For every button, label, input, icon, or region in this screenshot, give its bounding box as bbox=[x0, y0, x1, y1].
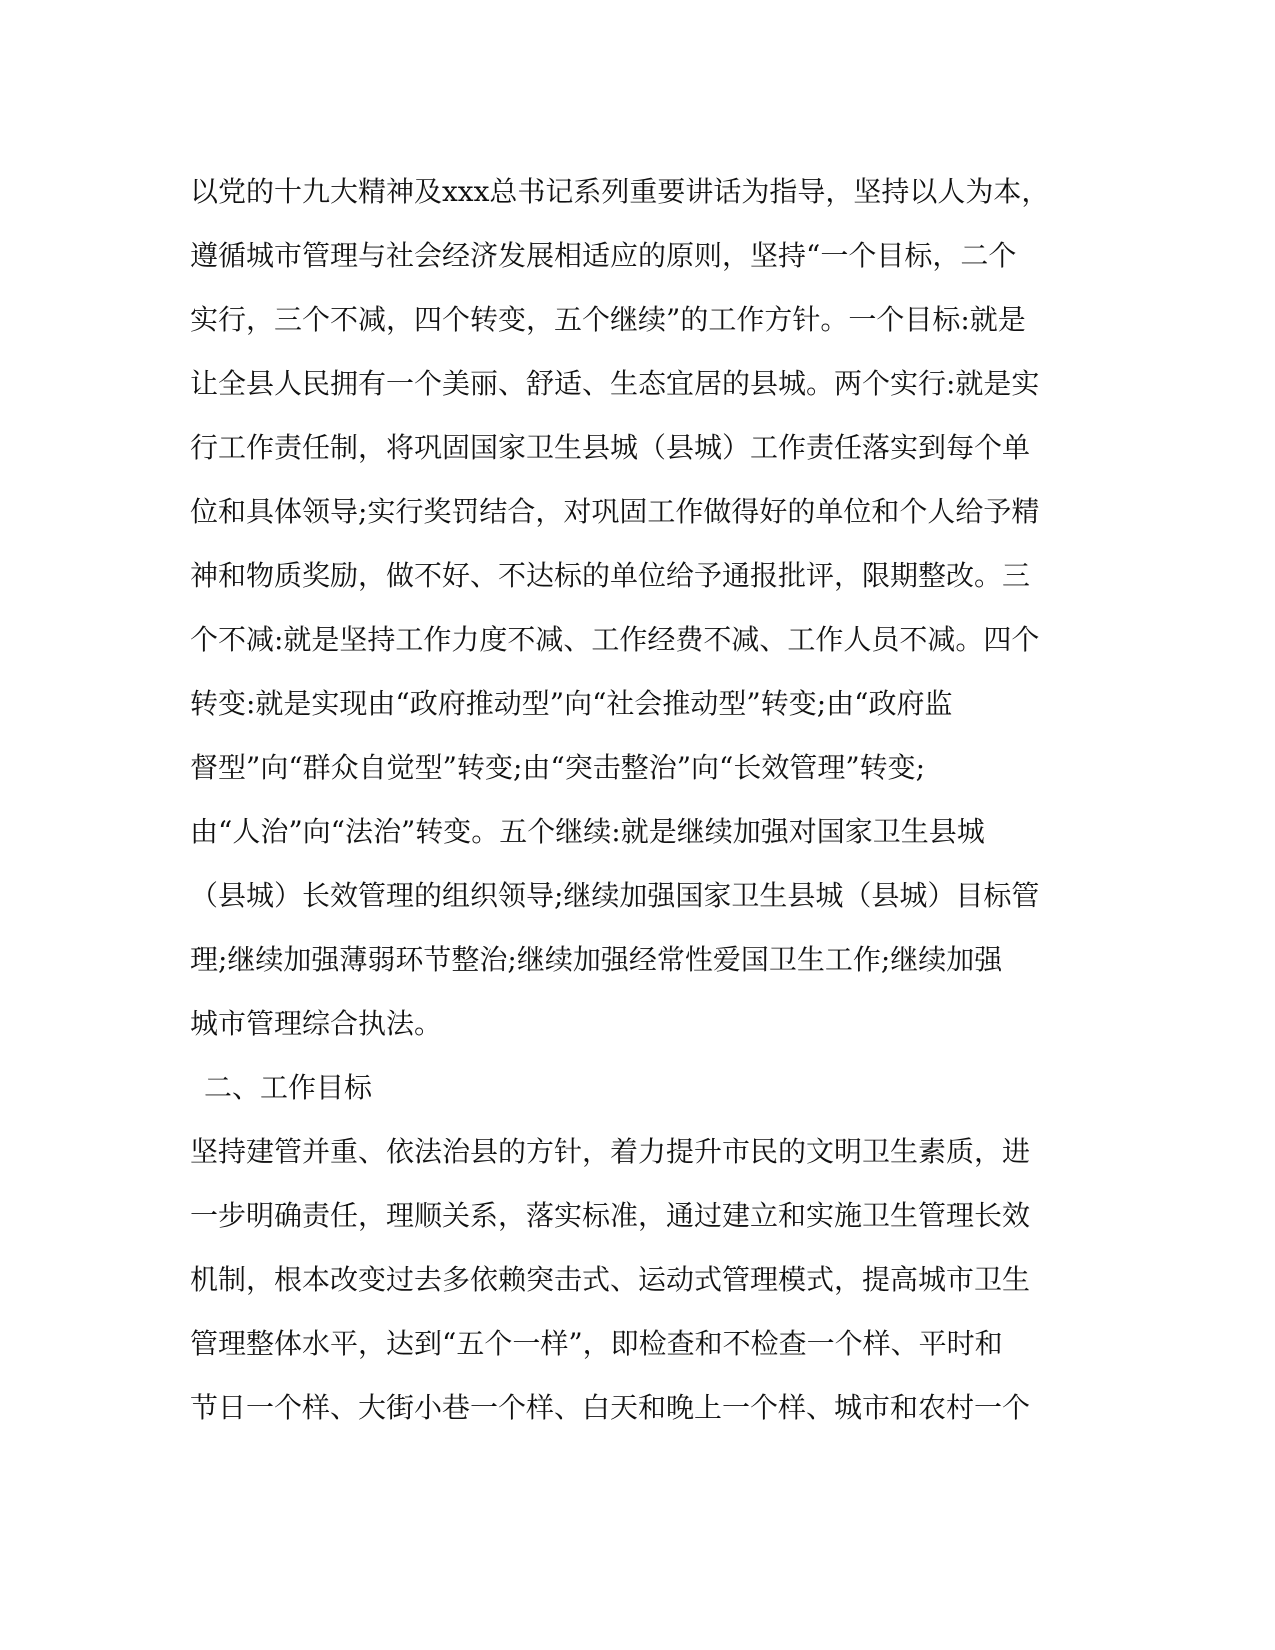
text-line: 管理整体水平，达到“五个一样”，即检查和不检查一个样、平时和 bbox=[190, 1327, 1003, 1360]
paragraph-work-goals bbox=[190, 1120, 1090, 1440]
text-line: （县城）长效管理的组织领导;继续加强国家卫生县城（县城）目标管 bbox=[190, 879, 1040, 912]
text-line: 机制，根本改变过去多依赖突击式、运动式管理模式，提高城市卫生 bbox=[190, 1263, 1031, 1296]
text-line: 转变:就是实现由“政府推动型”向“社会推动型”转变;由“政府监 bbox=[190, 687, 953, 720]
text-line: 行工作责任制，将巩固国家卫生县城（县城）工作责任落实到每个单 bbox=[190, 431, 1031, 464]
text-line: 遵循城市管理与社会经济发展相适应的原则，坚持“一个目标，二个 bbox=[190, 239, 1017, 272]
text-line: 让全县人民拥有一个美丽、舒适、生态宜居的县城。两个实行:就是实 bbox=[190, 367, 1040, 400]
text-line: 以党的十九大精神及xxx总书记系列重要讲话为指导，坚持以人为本， bbox=[190, 175, 1050, 208]
text-line: 个不减:就是坚持工作力度不减、工作经费不减、工作人员不减。四个 bbox=[190, 623, 1040, 656]
text-line: 节日一个样、大街小巷一个样、白天和晚上一个样、城市和农村一个 bbox=[190, 1391, 1031, 1424]
text-line: 实行，三个不减，四个转变，五个继续”的工作方针。一个目标:就是 bbox=[190, 303, 1026, 336]
text-line: 由“人治”向“法治”转变。五个继续:就是继续加强对国家卫生县城 bbox=[190, 815, 985, 848]
paragraph-guiding-principles bbox=[190, 160, 1090, 1056]
text-line: 城市管理综合执法。 bbox=[190, 1007, 443, 1040]
text-line: 位和具体领导;实行奖罚结合，对巩固工作做得好的单位和个人给予精 bbox=[190, 495, 1040, 528]
text-line: 坚持建管并重、依法治县的方针，着力提升市民的文明卫生素质，进 bbox=[190, 1135, 1031, 1168]
text-line: 神和物质奖励，做不好、不达标的单位给予通报批评，限期整改。三 bbox=[190, 559, 1031, 592]
text-line: 理;继续加强薄弱环节整治;继续加强经常性爱国卫生工作;继续加强 bbox=[190, 943, 1003, 976]
section-heading-work-goals: 二、工作目标 bbox=[204, 1071, 373, 1104]
text-line: 一步明确责任，理顺关系，落实标准，通过建立和实施卫生管理长效 bbox=[190, 1199, 1031, 1232]
text-line: 督型”向“群众自觉型”转变;由“突击整治”向“长效管理”转变; bbox=[190, 751, 926, 784]
document-body bbox=[190, 160, 1090, 1440]
